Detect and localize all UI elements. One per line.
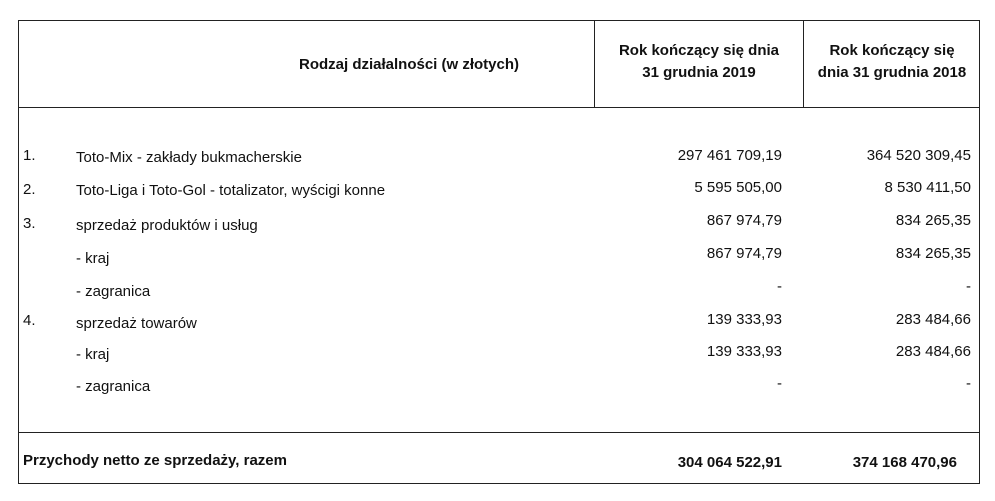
row-value-2018: -: [966, 278, 971, 295]
row-value-2018: 364 520 309,45: [866, 147, 971, 164]
row-label: Toto-Mix - zakłady bukmacherskie: [76, 149, 302, 166]
row-value-2018: -: [966, 375, 971, 392]
header-2019-line2: 31 grudnia 2019: [642, 64, 756, 81]
row-label: sprzedaż produktów i usług: [76, 217, 258, 234]
row-label: - kraj: [76, 250, 110, 267]
row-label: - kraj: [76, 346, 110, 363]
revenue-table: [18, 20, 980, 484]
row-value-2019: 139 333,93: [706, 311, 782, 328]
row-value-2018: 834 265,35: [895, 245, 971, 262]
row-value-2018: 834 265,35: [895, 212, 971, 229]
row-number: 1.: [23, 147, 36, 164]
row-value-2019: 297 461 709,19: [677, 147, 782, 164]
total-divider: [19, 432, 979, 433]
row-value-2019: 139 333,93: [706, 343, 782, 360]
row-value-2018: 283 484,66: [895, 311, 971, 328]
total-value-2019: 304 064 522,91: [677, 454, 782, 471]
row-number: 3.: [23, 215, 36, 232]
row-label: - zagranica: [76, 283, 151, 300]
header-2018: [804, 40, 980, 84]
row-value-2018: 283 484,66: [895, 343, 971, 360]
row-value-2018: 8 530 411,50: [884, 179, 971, 196]
row-value-2019: 867 974,79: [706, 212, 782, 229]
total-value-2018: 374 168 470,96: [852, 454, 957, 471]
header-activity: Rodzaj działalności (w złotych): [298, 56, 520, 73]
row-value-2019: 867 974,79: [706, 245, 782, 262]
row-number: 4.: [23, 312, 36, 329]
total-label: Przychody netto ze sprzedaży, razem: [23, 452, 287, 469]
header-2018-line2: dnia 31 grudnia 2018: [817, 64, 967, 81]
header-2019: [595, 40, 803, 84]
row-value-2019: -: [777, 278, 782, 295]
header-divider: [19, 107, 979, 108]
row-label: - zagranica: [76, 378, 151, 395]
header-2018-line1: Rok kończący się: [829, 42, 955, 59]
row-number: 2.: [23, 181, 36, 198]
row-label: sprzedaż towarów: [76, 315, 197, 332]
row-value-2019: 5 595 505,00: [694, 179, 782, 196]
header-2019-line1: Rok kończący się dnia: [618, 42, 780, 59]
row-label: Toto-Liga i Toto-Gol - totalizator, wyścigi konne: [76, 182, 386, 199]
row-value-2019: -: [777, 375, 782, 392]
